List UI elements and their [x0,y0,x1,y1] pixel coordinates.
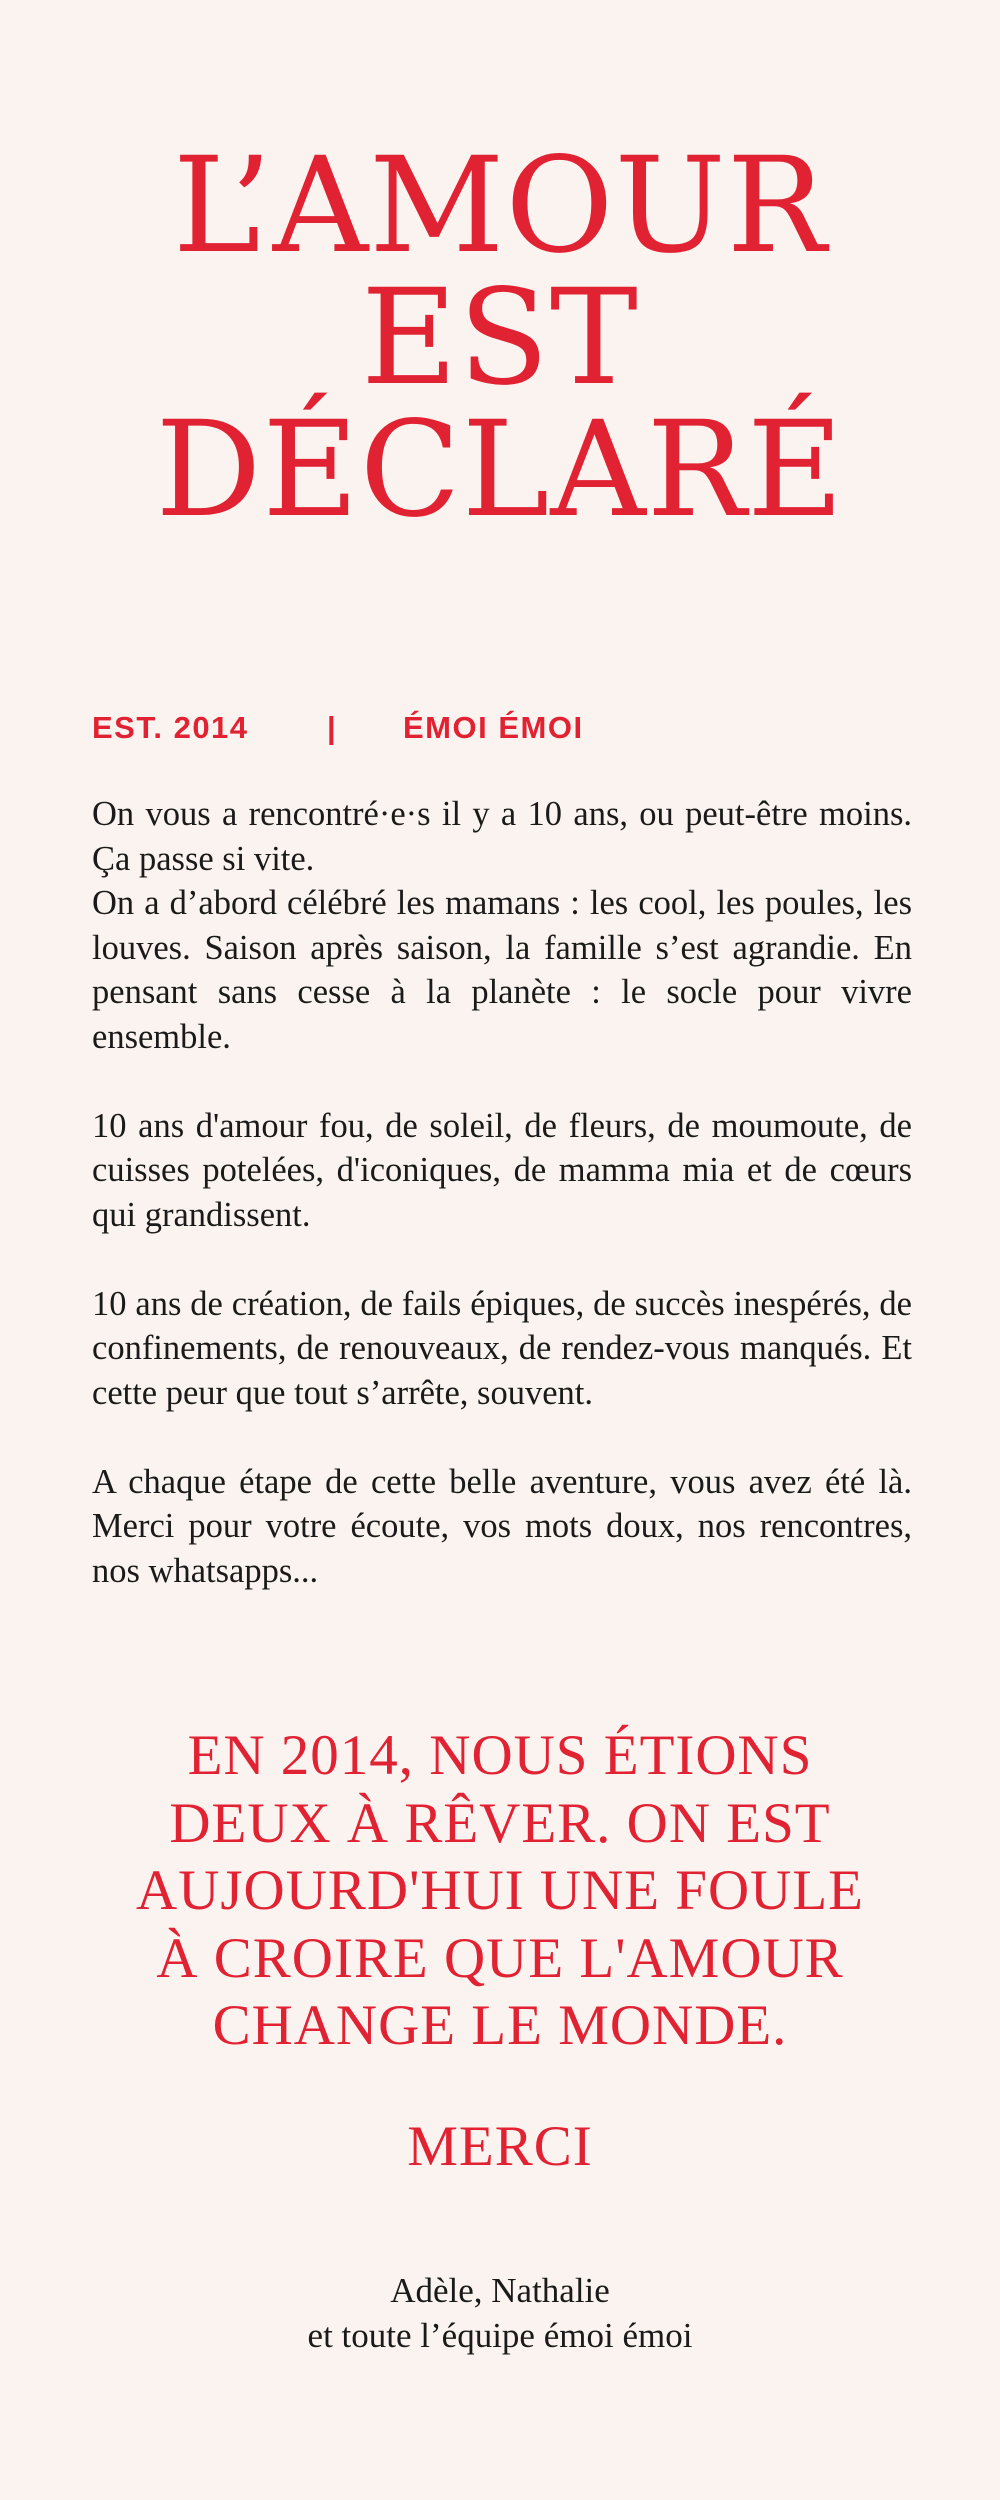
established-label: EST. 2014 [92,710,249,745]
quote-line: DEUX À RÊVER. ON EST [169,1791,831,1855]
signature-names: Adèle, Nathalie [390,2271,610,2310]
meta-row [92,708,584,748]
body-paragraph: 10 ans d'amour fou, de soleil, de fleurs, de moumoute, de cuisses potelées, d'iconiques, de mamma mia et de cœurs qui grandissent. [92,1106,912,1234]
hero-title-line: DÉCLARÉ [155,393,845,547]
hero-title [0,129,1000,547]
body-paragraph [92,792,912,1059]
pull-quote [0,1722,1000,2060]
quote-line: AUJOURD'HUI UNE FOULE [136,1859,864,1922]
hero-title-line: EST [361,261,639,415]
body-paragraph: 10 ans de création, de fails épiques, de succès inespérés, de confinements, de renouveaux, de rendez-vous manqués. Et cette peur que tout s’arrête, souvent. [92,1284,912,1412]
brand-name: ÉMOI ÉMOI [403,710,584,745]
signature-team: et toute l’équipe émoi émoi [307,2316,693,2355]
quote-line: À CROIRE QUE L'AMOUR [156,1926,844,1990]
body-paragraph: A chaque étape de cette belle aventure, vous avez été là. Merci pour votre écoute, vos mots doux, nos rencontres, nos whatsapps... [92,1462,912,1590]
body-sentence: On a d’abord célébré les mamans : les cool, les poules, les louves. Saison après saison, la famille s’est agrandie. En pensant sans cesse à la planète : le socle pour vivre ensemble. [92,884,912,1056]
meta-separator: | [327,710,338,745]
hero-title-line: L’AMOUR [172,129,828,283]
signature [0,2268,1000,2358]
quote-line: EN 2014, NOUS ÉTIONS [187,1724,813,1787]
quote-line: CHANGE LE MONDE. [212,1994,788,2057]
body-sentence: On vous a rencontré·e·s il y a 10 ans, ou peut-être moins. Ça passe si vite. [92,795,912,878]
letter-body [92,792,912,1638]
merci-heading: MERCI [407,2115,593,2178]
